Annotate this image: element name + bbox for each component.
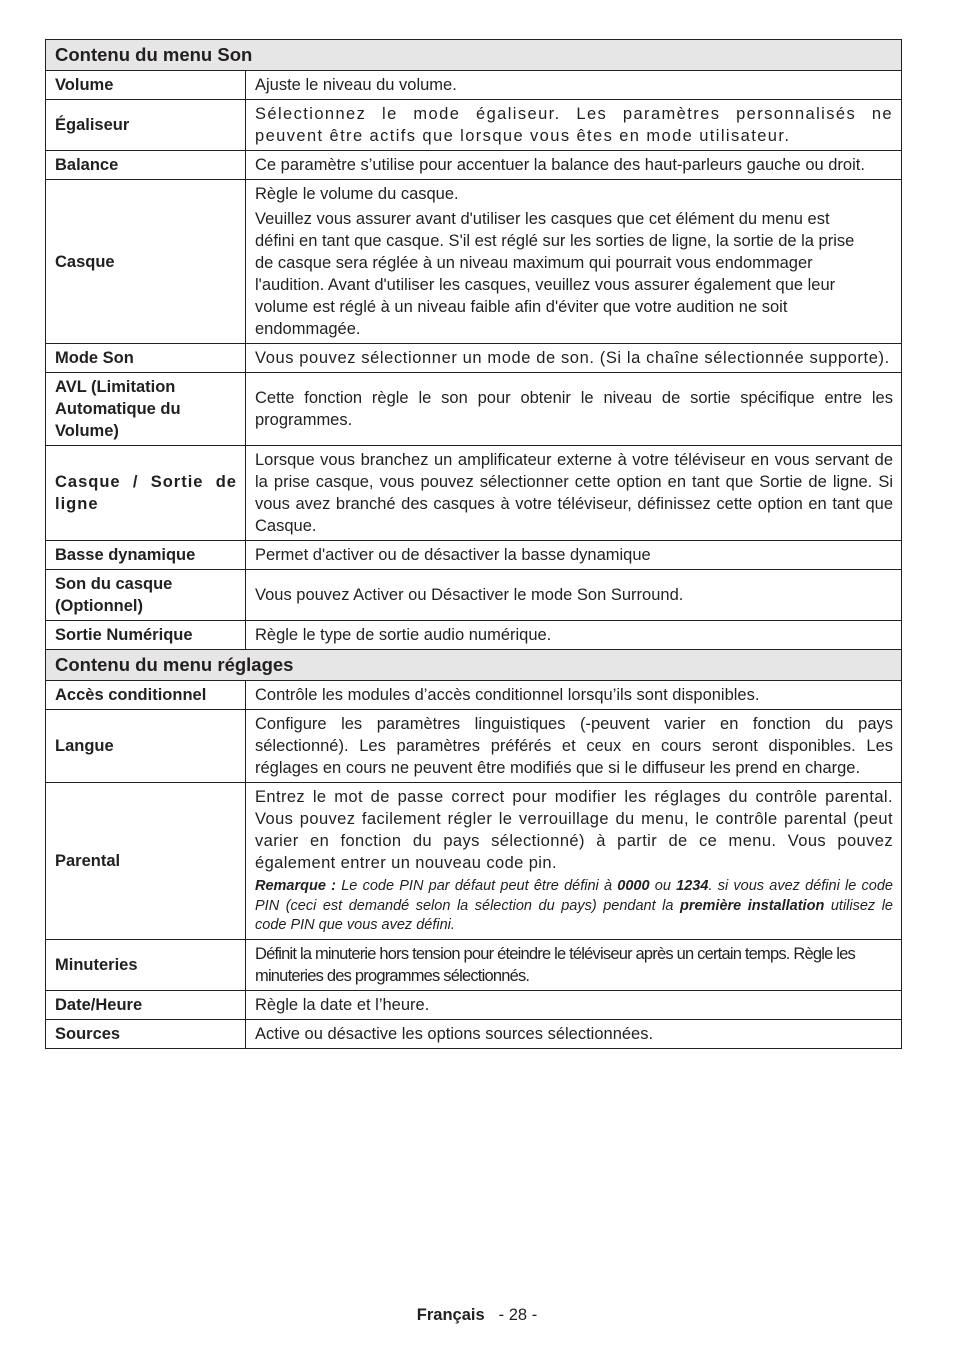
table-row: [46, 1019, 902, 1048]
table-row: [46, 990, 902, 1019]
remark-text: utilisez le code PIN que vous avez défini.: [255, 897, 893, 933]
settings-table: [45, 39, 902, 1049]
remark-label: Remarque :: [255, 878, 336, 894]
row-label: Volume: [46, 71, 246, 100]
remark-emphasis: première installation: [679, 897, 825, 914]
row-description: Ce paramètre s’utilise pour accentuer la balance des haut-parleurs gauche ou droit.: [246, 151, 902, 180]
row-label: Balance: [46, 151, 246, 180]
table-row: [46, 100, 902, 151]
table-row: [46, 373, 902, 446]
row-description: Définit la minuterie hors tension pour éteindre le téléviseur après un certain temps. Règle les minuteries des programmes sélectionnés.: [246, 939, 902, 990]
row-label: Son du casque (Optionnel): [46, 570, 246, 621]
description-paragraph: Veuillez vous assurer avant d'utiliser les casques que cet élément du menu est défini en tant que casque. S'il est réglé sur les sorties de ligne, la sortie de la prise de casque sera réglée à un niveau maximum qui pourrait vous endommager l'audition. Avant d'utiliser les casques, veuillez vous assurer également que leur volume est réglé à un niveau faible afin d'éviter que votre audition ne soit endommagée.: [255, 210, 855, 338]
table-row: [46, 681, 902, 710]
section-title: Contenu du menu Son: [46, 40, 902, 71]
row-label: Casque / Sortie de ligne: [46, 446, 246, 541]
table-row: [46, 541, 902, 570]
row-label: Parental: [46, 783, 246, 940]
row-description: Vous pouvez Activer ou Désactiver le mode Son Surround.: [246, 570, 902, 621]
row-description: Permet d'activer ou de désactiver la basse dynamique: [246, 541, 902, 570]
footer-language: Français: [416, 1306, 485, 1324]
table-row: [46, 71, 902, 100]
table-row: [46, 621, 902, 650]
row-description: Contrôle les modules d’accès conditionnel lorsqu’ils sont disponibles.: [246, 681, 902, 710]
section-header-sound: [46, 40, 902, 71]
table-row: [46, 151, 902, 180]
row-description: Active ou désactive les options sources sélectionnées.: [246, 1019, 902, 1048]
remark-text: Le code PIN par défaut peut être défini à: [335, 878, 618, 894]
row-label: Mode Son: [46, 344, 246, 373]
row-description: Sélectionnez le mode égaliseur. Les paramètres personnalisés ne peuvent être actifs que lorsque vous êtes en mode utilisateur.: [246, 100, 902, 151]
section-title: Contenu du menu réglages: [46, 650, 902, 681]
page-footer: [0, 1306, 954, 1325]
row-label: Casque: [46, 180, 246, 344]
table-row: [46, 570, 902, 621]
row-description: [246, 180, 902, 344]
remark-note: [255, 877, 893, 936]
description-paragraph: Règle le volume du casque.: [255, 185, 459, 203]
row-label: AVL (Limitation Automatique du Volume): [46, 373, 246, 446]
row-label: Sources: [46, 1019, 246, 1048]
table-row: [46, 446, 902, 541]
remark-text: . si vous avez défini le code PIN (ceci est demandé selon la sélection du pays) pendant la: [255, 878, 894, 914]
row-label: Basse dynamique: [46, 541, 246, 570]
row-label: Égaliseur: [46, 100, 246, 151]
row-description: [246, 783, 902, 940]
table-row: [46, 710, 902, 783]
description-paragraph: Entrez le mot de passe correct pour modifier les réglages du contrôle parental. Vous pouvez facilement régler le verrouillage du menu, le contrôle parental (peut varier en fonction du pays sélectionné) à partir de ce menu. Vous pouvez également entrer un nouveau code pin.: [255, 788, 893, 872]
row-label: Accès conditionnel: [46, 681, 246, 710]
row-description: Règle le type de sortie audio numérique.: [246, 621, 902, 650]
section-header-settings: [46, 650, 902, 681]
remark-text: ou: [649, 878, 677, 894]
row-description: Vous pouvez sélectionner un mode de son. (Si la chaîne sélectionnée supporte).: [246, 344, 902, 373]
table-row: [46, 344, 902, 373]
row-description: Cette fonction règle le son pour obtenir le niveau de sortie spécifique entre les programmes.: [246, 373, 902, 446]
table-row: [46, 783, 902, 940]
row-label: Minuteries: [46, 939, 246, 990]
row-description: Configure les paramètres linguistiques (-peuvent varier en fonction du pays sélectionné). Les paramètres préférés et ceux en cours seront disponibles. Les réglages en cours ne peuvent être modifiés que si le diffuseur les prend en charge.: [246, 710, 902, 783]
default-pin: 1234: [676, 878, 709, 894]
table-row: [46, 939, 902, 990]
default-pin: 0000: [617, 878, 650, 894]
table-row: [46, 180, 902, 344]
row-label: Sortie Numérique: [46, 621, 246, 650]
row-label: Date/Heure: [46, 990, 246, 1019]
row-description: Règle la date et l’heure.: [246, 990, 902, 1019]
row-description: Ajuste le niveau du volume.: [246, 71, 902, 100]
row-description: Lorsque vous branchez un amplificateur externe à votre téléviseur en vous servant de la prise casque, vous pouvez sélectionner cette option en tant que Sortie de ligne. Si vous avez branché des casques à votre téléviseur, définissez cette option en tant que Casque.: [246, 446, 902, 541]
page-number: - 28 -: [498, 1306, 538, 1324]
row-label: Langue: [46, 710, 246, 783]
